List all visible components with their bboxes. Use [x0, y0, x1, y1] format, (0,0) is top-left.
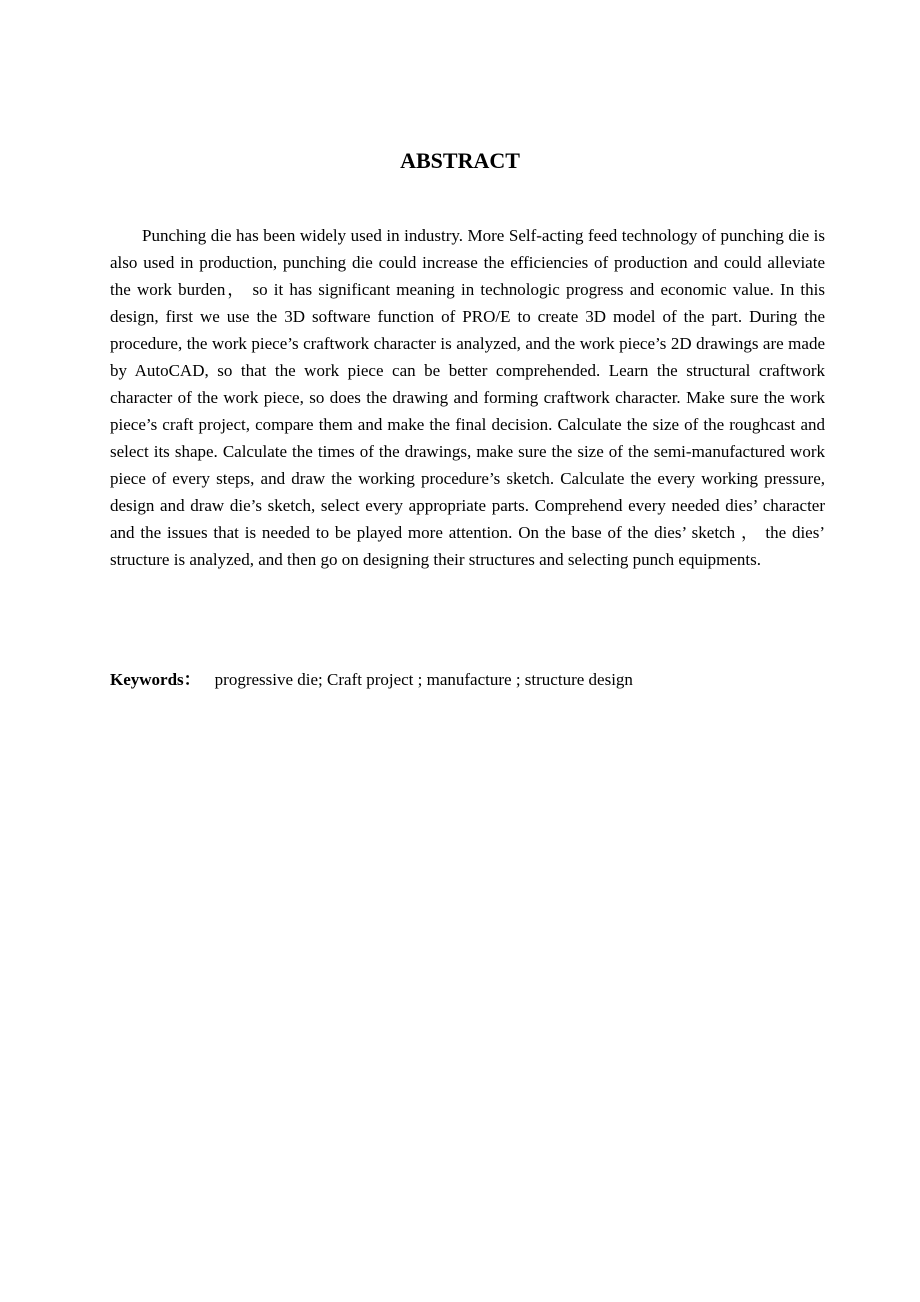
- abstract-title: ABSTRACT: [400, 148, 520, 173]
- keywords-label: Keywords：: [110, 670, 201, 689]
- keywords-line: [110, 666, 825, 693]
- abstract-paragraph: Punching die has been widely used in industry. More Self-acting feed technology of punching die is also used in production, punching die could increase the efficiencies of production and could alleviate the work burden， so it has significant meaning in technologic progress and economic value. In this design, first we use the 3D software function of PRO/E to create 3D model of the part. During the procedure, the work piece’s craftwork character is analyzed, and the work piece’s 2D drawings are made by AutoCAD, so that the work piece can be better comprehended. Learn the structural craftwork character of the work piece, so does the drawing and forming craftwork character. Make sure the work piece’s craft project, compare them and make the final decision. Calculate the size of the roughcast and select its shape. Calculate the times of the drawings, make sure the size of the semi-manufactured work piece of every steps, and draw the working procedure’s sketch. Calculate the every working pressure, design and draw die’s sketch, select every appropriate parts. Comprehend every needed dies’ character and the issues that is needed to be played more attention. On the base of the dies’ sketch ， the dies’ structure is analyzed, and then go on designing their structures and selecting punch equipments.: [110, 226, 825, 569]
- keywords-value: progressive die; Craft project ; manufacture ; structure design: [214, 670, 633, 689]
